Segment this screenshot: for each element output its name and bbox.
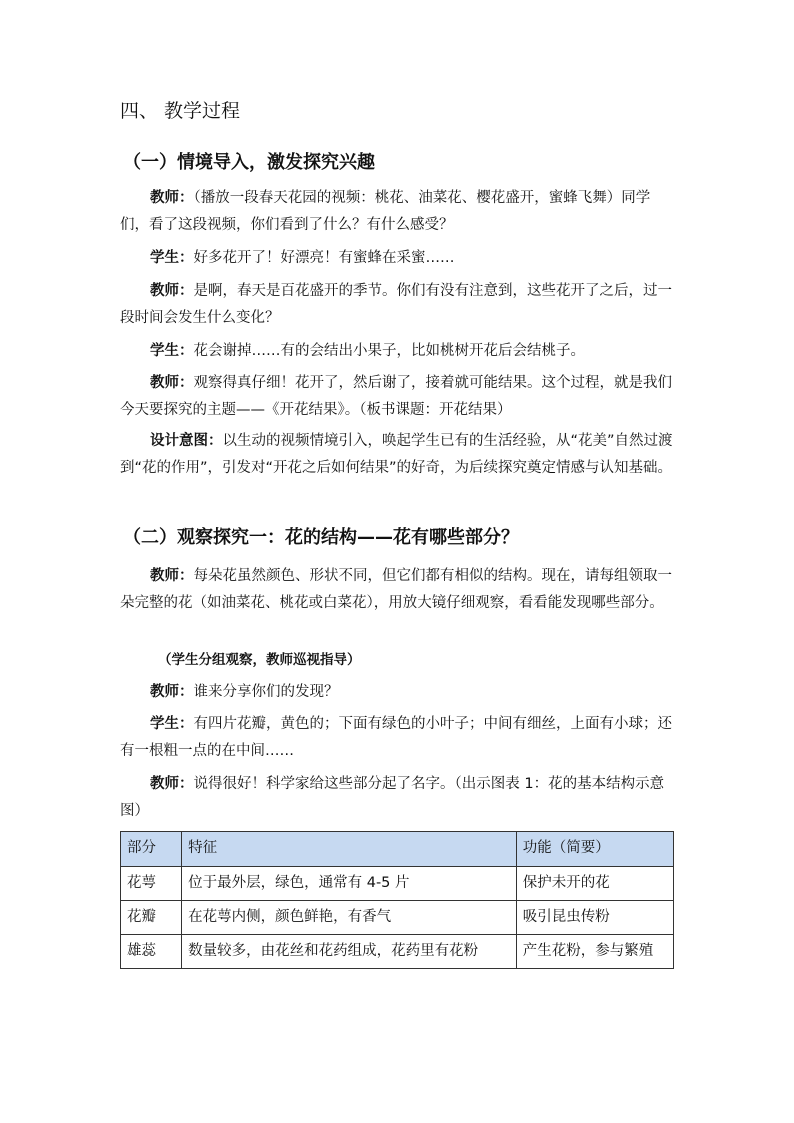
- dialog-text: 谁来分享你们的发现？: [193, 684, 339, 700]
- flower-structure-table: [120, 831, 674, 969]
- speaker-label: 教师：: [150, 684, 194, 700]
- table-cell: 位于最外层，绿色，通常有 4-5 片: [182, 867, 517, 901]
- table-header-cell: 部分: [121, 832, 182, 867]
- dialog-paragraph: [120, 711, 676, 765]
- table-cell: 花萼: [121, 867, 182, 901]
- dialog-text: 好多花开了！好漂亮！有蜜蜂在采蜜……: [193, 250, 455, 266]
- activity-note: （学生分组观察，教师巡视指导）: [158, 652, 361, 668]
- speaker-label: 学生：: [150, 343, 194, 359]
- table-cell: 产生花粉，参与繁殖: [516, 935, 673, 969]
- table-cell: 雄蕊: [121, 935, 182, 969]
- dialog-text: 是啊，春天是百花盛开的季节。你们有没有注意到，这些花开了之后，过一段时间会发生什么变化？: [120, 283, 672, 326]
- speaker-label: 设计意图：: [150, 433, 223, 449]
- dialog-paragraph: [120, 679, 676, 706]
- dialog-text: 有四片花瓣，黄色的；下面有绿色的小叶子；中间有细丝，上面有小球；还有一根粗一点的在中间……: [120, 716, 672, 759]
- part1-title: （一）情境导入，激发探究兴趣: [123, 152, 375, 173]
- speaker-label: 教师：: [150, 776, 194, 792]
- dialog-paragraph: [120, 370, 676, 424]
- dialog-text: 每朵花虽然颜色、形状不同，但它们都有相似的结构。现在，请每组领取一朵完整的花（如油菜花、桃花或白菜花），用放大镜仔细观察，看看能发现哪些部分。: [120, 568, 672, 611]
- table-row: [121, 867, 674, 901]
- dialog-paragraph: [120, 185, 676, 239]
- design-intent-paragraph: [120, 428, 676, 482]
- table-header-cell: 特征: [182, 832, 517, 867]
- table-cell: 数量较多，由花丝和花药组成，花药里有花粉: [182, 935, 517, 969]
- speaker-label: 教师：: [150, 375, 194, 391]
- dialog-paragraph: [120, 245, 676, 272]
- table-row: [121, 901, 674, 935]
- dialog-text: 以生动的视频情境引入，唤起学生已有的生活经验，从“花美”自然过渡到“花的作用”，引发对“开花之后如何结果”的好奇，为后续探究奠定情感与认知基础。: [120, 433, 673, 476]
- speaker-label: 教师：: [150, 190, 194, 206]
- section-title: 四、 教学过程: [120, 100, 241, 122]
- dialog-text: 说得很好！科学家给这些部分起了名字。（出示图表 1：花的基本结构示意图）: [120, 776, 665, 819]
- speaker-label: 学生：: [150, 250, 194, 266]
- table-row: [121, 935, 674, 969]
- dialog-paragraph: [120, 771, 676, 825]
- table-cell: 在花萼内侧，颜色鲜艳，有香气: [182, 901, 517, 935]
- dialog-text: 观察得真仔细！花开了，然后谢了，接着就可能结果。这个过程，就是我们今天要探究的主题——《开花结果》。（板书课题：开花结果）: [120, 375, 672, 418]
- table-cell: 保护未开的花: [516, 867, 673, 901]
- speaker-label: 教师：: [150, 283, 194, 299]
- speaker-label: 教师：: [150, 568, 194, 584]
- dialog-text: （播放一段春天花园的视频：桃花、油菜花、樱花盛开，蜜蜂飞舞）同学们，看了这段视频，你们看到了什么？有什么感受？: [120, 190, 651, 233]
- table-cell: 吸引昆虫传粉: [516, 901, 673, 935]
- table-header-cell: 功能（简要）: [516, 832, 673, 867]
- table-cell: 花瓣: [121, 901, 182, 935]
- dialog-paragraph: [120, 338, 676, 365]
- table-header-row: [121, 832, 674, 867]
- dialog-paragraph: [120, 278, 676, 332]
- part2-title: （二）观察探究一：花的结构——花有哪些部分？: [123, 527, 519, 548]
- dialog-paragraph: [120, 563, 676, 617]
- dialog-text: 花会谢掉……有的会结出小果子，比如桃树开花后会结桃子。: [193, 343, 585, 359]
- speaker-label: 学生：: [150, 716, 194, 732]
